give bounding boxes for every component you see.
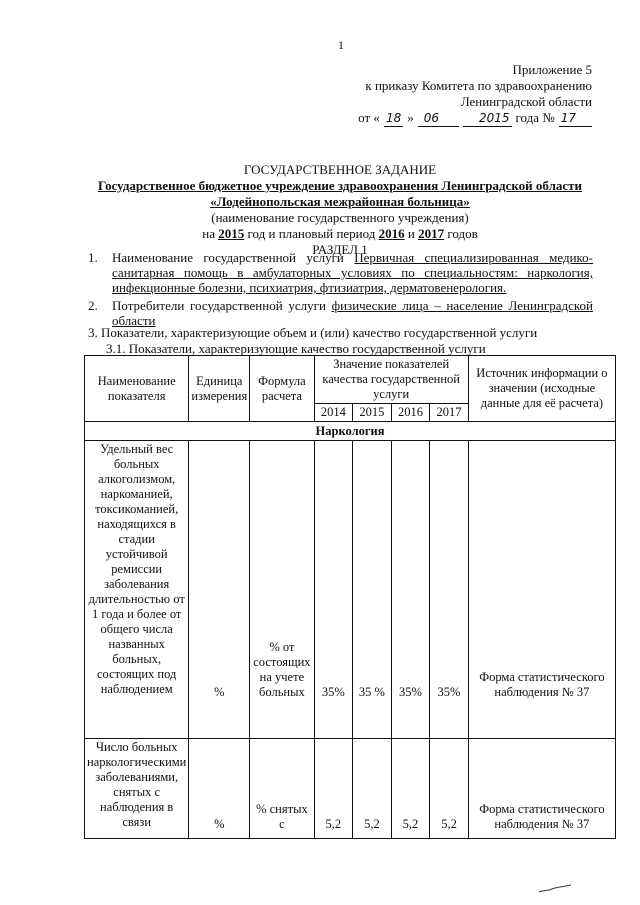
appendix-title: Приложение 5 <box>512 62 592 77</box>
item3-text: 3. Показатели, характеризующие объем и (или) качество государственной услуги <box>88 325 538 340</box>
header-source: Источник информации о значении (исходные данные для её расчета) <box>468 356 615 422</box>
institution-name-line1: Государственное бюджетное учреждение здравоохранения Ленинградской области <box>97 178 583 193</box>
item1-label: Наименование государственной услуги <box>112 250 344 265</box>
appendix-header <box>358 62 592 127</box>
item-number: 2. <box>88 298 98 313</box>
doc-heading: ГОСУДАРСТВЕННОЕ ЗАДАНИЕ <box>243 162 437 177</box>
handwritten-year: 2015 <box>463 110 512 127</box>
period-prefix: на <box>202 226 215 241</box>
section-title: Наркология <box>85 422 616 441</box>
section-row <box>85 422 616 441</box>
period-suffix: годов <box>447 226 478 241</box>
appendix-date-line <box>358 110 592 127</box>
period-line <box>60 226 620 242</box>
header-year: 2016 <box>391 404 430 422</box>
item2-label: Потребители государственной услуги <box>112 298 326 313</box>
item-text <box>112 250 593 295</box>
page-number: 1 <box>338 38 344 52</box>
header-unit: Единица измерения <box>189 356 250 422</box>
list-item <box>88 250 593 295</box>
year-suffix: года № <box>515 110 555 125</box>
indicator-source: Форма статистического наблюдения № 37 <box>468 739 615 839</box>
year-current: 2015 <box>218 226 245 241</box>
indicators-table <box>84 355 616 839</box>
table-header-row <box>85 356 616 404</box>
item1-value: Первичная специализированная медико-санитарная помощь в амбулаторных условиях по специальностям: наркология, инфекционные болезни, психиатрия, фтизиатрия, дерматовенерология. <box>112 250 594 295</box>
indicator-source: Форма статистического наблюдения № 37 <box>468 441 615 739</box>
table-row <box>85 739 616 839</box>
list-item <box>88 298 593 328</box>
indicator-name: Удельный вес больных алкоголизмом, наркоманией, токсикоманией, находящихся в стадии устойчивой ремиссии заболевания длительностью от 1 года и более от общего числа названных больных, состоящих под наблюдением <box>85 441 189 739</box>
date-prefix: от « <box>358 110 380 125</box>
value-2015: 35 % <box>353 441 392 739</box>
header-year: 2014 <box>314 404 353 422</box>
handwritten-day: 18 <box>385 111 402 125</box>
value-2014: 35% <box>314 441 353 739</box>
value-2016: 5,2 <box>391 739 430 839</box>
header-year: 2015 <box>353 404 392 422</box>
item31-text: 3.1. Показатели, характеризующие качество государственной услуги <box>106 341 486 356</box>
table-row <box>85 441 616 739</box>
signature-mark <box>538 884 572 894</box>
item-number: 1. <box>88 250 98 265</box>
title-block <box>60 162 620 258</box>
handwritten-month: 06 <box>418 110 459 127</box>
value-2015: 5,2 <box>353 739 392 839</box>
indicator-formula: % снятых с <box>250 739 314 839</box>
year-plan1: 2016 <box>378 226 405 241</box>
section-heading: РАЗДЕЛ 1 <box>312 242 368 257</box>
appendix-region: Ленинградской области <box>460 94 592 109</box>
item-text <box>112 298 593 328</box>
institution-name-line2: «Лодейнопольская межрайонная больница» <box>210 194 470 209</box>
value-2016: 35% <box>391 441 430 739</box>
header-values: Значение показателей качества государственной услуги <box>314 356 468 404</box>
institution-caption: (наименование государственного учреждения) <box>211 210 469 225</box>
header-formula: Формула расчета <box>250 356 314 422</box>
appendix-order: к приказу Комитета по здравоохранению <box>365 78 592 93</box>
year-plan2: 2017 <box>418 226 445 241</box>
header-name: Наименование показателя <box>85 356 189 422</box>
indicator-unit: % <box>189 441 250 739</box>
indicator-unit: % <box>189 739 250 839</box>
service-items <box>88 250 593 331</box>
period-middle: год и плановый период <box>247 226 376 241</box>
handwritten-number: 17 <box>559 110 592 127</box>
item2-value: физические лица – население Ленинградской области <box>112 298 593 328</box>
date-quote: » <box>407 110 414 125</box>
value-2014: 5,2 <box>314 739 353 839</box>
header-year: 2017 <box>430 404 469 422</box>
period-and: и <box>407 226 415 241</box>
indicator-name: Число больных наркологическими заболеваниями, снятых с наблюдения в связи <box>85 739 189 839</box>
value-2017: 5,2 <box>430 739 469 839</box>
value-2017: 35% <box>430 441 469 739</box>
indicator-formula: % от состоящих на учете больных <box>250 441 314 739</box>
